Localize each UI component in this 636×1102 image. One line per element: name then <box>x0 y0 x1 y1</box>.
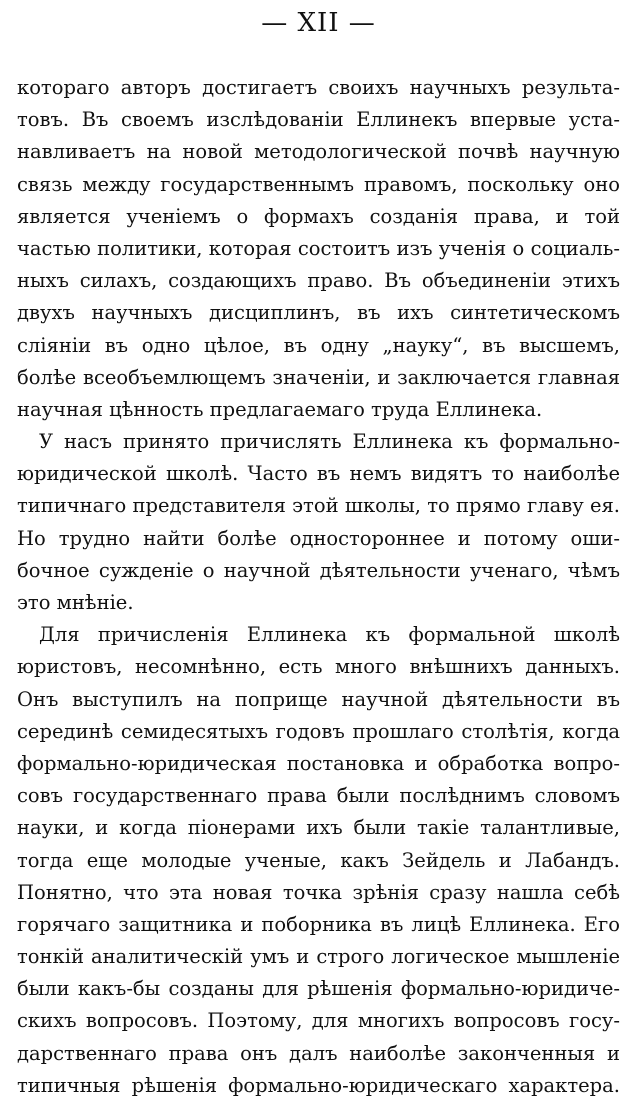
text-line: является ученiемъ о формахъ созданiя права, и той <box>17 204 620 228</box>
text-line: типичнаго представителя этой школы, то прямо главу ея. <box>17 494 620 518</box>
paragraph-2 <box>17 426 620 619</box>
text-line: Но трудно найти болѣе одностороннее и потому оши- <box>17 526 620 550</box>
text-line: котораго авторъ достигаетъ своихъ научныхъ результа- <box>17 76 620 99</box>
text-line: горячаго защитника и поборника въ лицѣ Еллинека. Его <box>17 912 620 936</box>
text-line: Понятно, что эта новая точка зрѣнiя сразу нашла себѣ <box>17 880 620 904</box>
text-line: тогда еще молодые ученые, какъ Зейдель и Лабандъ. <box>17 848 620 872</box>
paragraph-3 <box>17 619 620 1102</box>
text-line: ныхъ силахъ, создающихъ право. Въ объединенiи этихъ <box>17 269 620 293</box>
text-line: это мнѣнiе. <box>17 591 134 614</box>
text-line: Онъ выступилъ на поприще научной дѣятельности въ <box>17 687 620 711</box>
text-line: тонкiй аналитическiй умъ и строго логическое мышленiе <box>17 945 620 969</box>
text-line: товъ. Въ своемъ изслѣдованiи Еллинекъ впервые уста- <box>17 108 620 132</box>
text-line: болѣе всеобъемлющемъ значенiи, и заключается главная <box>17 365 620 389</box>
text-line: серединѣ семидесятыхъ годовъ прошлаго столѣтiя, когда <box>17 719 620 743</box>
text-line: бочное сужденiе о научной дѣятельности ученаго, чѣмъ <box>17 558 620 582</box>
page-number: — XII — <box>261 8 376 38</box>
text-line: двухъ научныхъ дисциплинъ, въ ихъ синтетическомъ <box>17 301 620 325</box>
text-line: связь между государственнымъ правомъ, поскольку оно <box>17 172 620 196</box>
text-line: юридической школѣ. Часто въ немъ видятъ то наиболѣе <box>17 462 620 486</box>
text-line: навливаетъ на новой методологической почвѣ научную <box>17 140 620 164</box>
text-line: были какъ-бы созданы для рѣшенiя формально-юридиче- <box>17 977 620 1001</box>
text-line: скихъ вопросовъ. Поэтому, для многихъ вопросовъ госу- <box>17 1009 620 1033</box>
text-line: дарственнаго права онъ далъ наиболѣе законченныя и <box>17 1041 620 1065</box>
text-line: науки, и когда пiонерами ихъ были такiе талантливые, <box>17 816 620 840</box>
text-line: слiянiи въ одно цѣлое, въ одну „науку“, въ высшемъ, <box>17 333 620 357</box>
text-line: формально-юридическая постановка и обработка вопро- <box>17 751 620 775</box>
text-line: научная цѣнность предлагаемаго труда Еллинека. <box>17 397 543 421</box>
text-line: частью политики, которая состоитъ изъ ученiя о социаль- <box>17 236 620 260</box>
text-line: У насъ принято причислять Еллинека къ формально- <box>39 430 620 454</box>
text-line: совъ государственнаго права были послѣднимъ словомъ <box>17 784 620 808</box>
paragraph-1 <box>17 72 620 426</box>
text-line: Для причисленiя Еллинека къ формальной школѣ <box>39 623 620 647</box>
text-line: типичныя рѣшенiя формально-юридическаго характера. <box>17 1073 620 1097</box>
text-line: юристовъ, несомнѣнно, есть много внѣшнихъ данныхъ. <box>17 655 620 679</box>
